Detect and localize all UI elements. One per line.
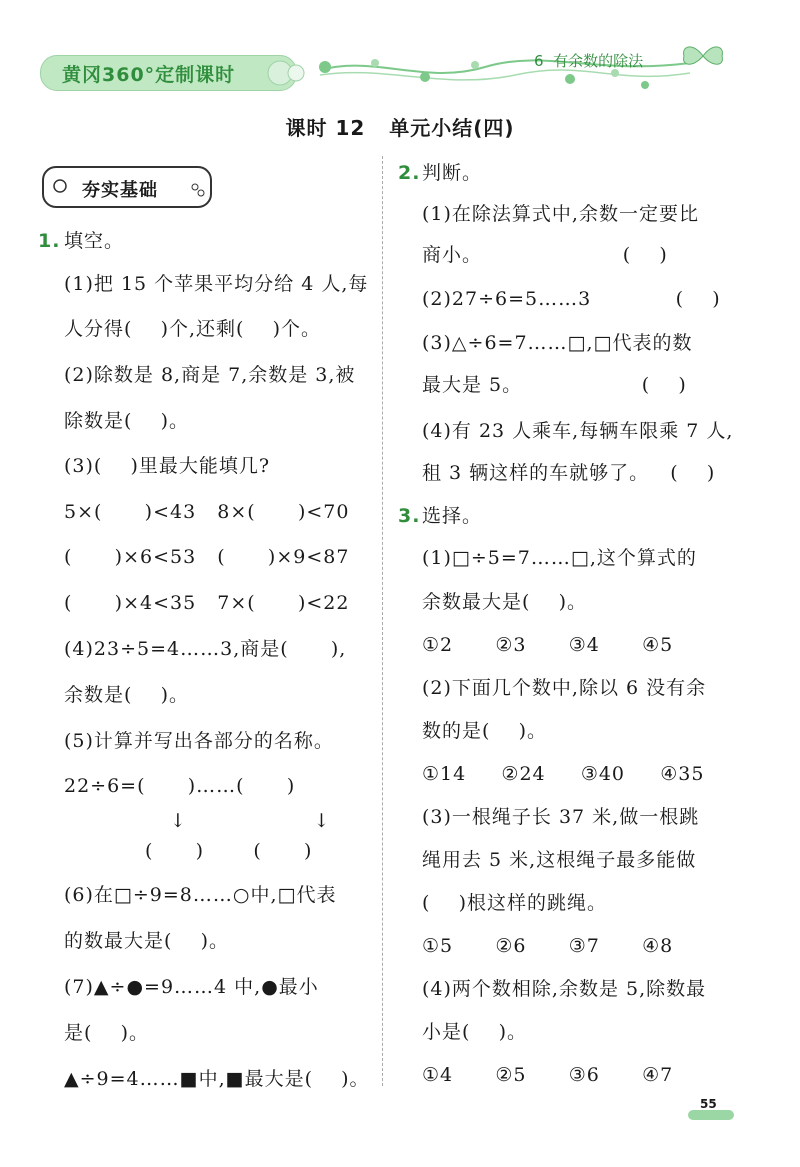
- question-number-2: 2.: [398, 162, 421, 184]
- left-line-4: 除数是( )。: [64, 410, 189, 432]
- left-line-5: (3)( )里最大能填几?: [64, 455, 271, 477]
- left-line-0: 填空。: [64, 230, 125, 252]
- left-line-6: 5×( )<43 8×( )<70: [64, 501, 350, 523]
- question-number-3: 3.: [398, 505, 421, 527]
- butterfly-icon: [678, 40, 728, 72]
- chapter-label: 6 有余数的除法: [534, 52, 644, 70]
- right-line-17: ( )根这样的跳绳。: [422, 892, 607, 914]
- right-line-2: 商小。 ( ): [422, 244, 668, 266]
- section-right-ornament-icon: [190, 182, 206, 198]
- right-line-10: 余数最大是( )。: [422, 591, 587, 613]
- right-line-14: ①14 ②24 ③40 ④35: [422, 763, 705, 785]
- right-line-0: 判断。: [422, 162, 483, 184]
- column-divider: [382, 156, 383, 1086]
- right-line-19: (4)两个数相除,余数是 5,除数最: [422, 978, 707, 1000]
- question-number-1: 1.: [38, 230, 61, 252]
- right-line-1: (1)在除法算式中,余数一定要比: [422, 203, 699, 225]
- right-line-6: (4)有 23 人乘车,每辆车限乘 7 人,: [422, 420, 734, 442]
- lesson-title: 课时 12 单元小结(四): [285, 116, 515, 140]
- section-title: 夯实基础: [82, 180, 158, 201]
- left-line-11: (5)计算并写出各部分的名称。: [64, 730, 334, 752]
- left-line-14: ( ) ( ): [145, 840, 313, 862]
- right-line-13: 数的是( )。: [422, 720, 547, 742]
- page-number: 55: [700, 1097, 717, 1111]
- left-line-19: ▲÷9=4……■中,■最大是( )。: [64, 1068, 370, 1090]
- right-line-5: 最大是 5。 ( ): [422, 374, 687, 396]
- left-line-12: 22÷6=( )……( ): [64, 775, 296, 797]
- right-line-20: 小是( )。: [422, 1021, 527, 1043]
- left-line-16: 的数最大是( )。: [64, 930, 229, 952]
- brand-title: 黄冈360°定制课时: [62, 64, 236, 86]
- left-line-1: (1)把 15 个苹果平均分给 4 人,每: [64, 273, 369, 295]
- left-line-17: (7)▲÷●=9……4 中,●最小: [64, 976, 319, 998]
- left-line-2: 人分得( )个,还剩( )个。: [64, 318, 322, 340]
- right-line-9: (1)□÷5=7……□,这个算式的: [422, 547, 697, 569]
- right-line-18: ①5 ②6 ③7 ④8: [422, 935, 674, 957]
- left-line-7: ( )×6<53 ( )×9<87: [64, 546, 350, 568]
- left-line-15: (6)在□÷9=8……○中,□代表: [64, 884, 337, 906]
- left-line-18: 是( )。: [64, 1022, 149, 1044]
- section-left-ornament-icon: [50, 178, 70, 194]
- banner-circles: [260, 58, 308, 88]
- right-line-3: (2)27÷6=5……3 ( ): [422, 288, 721, 310]
- page-number-badge: [688, 1110, 734, 1120]
- left-line-13: ↓ ↓: [170, 810, 331, 832]
- left-line-3: (2)除数是 8,商是 7,余数是 3,被: [64, 364, 356, 386]
- left-line-10: 余数是( )。: [64, 684, 189, 706]
- right-line-11: ①2 ②3 ③4 ④5: [422, 634, 674, 656]
- right-line-7: 租 3 辆这样的车就够了。 ( ): [422, 462, 716, 484]
- right-line-21: ①4 ②5 ③6 ④7: [422, 1064, 674, 1086]
- right-line-8: 选择。: [422, 505, 483, 527]
- right-line-15: (3)一根绳子长 37 米,做一根跳: [422, 806, 700, 828]
- left-line-8: ( )×4<35 7×( )<22: [64, 592, 350, 614]
- left-line-9: (4)23÷5=4……3,商是( ),: [64, 638, 347, 660]
- right-line-4: (3)△÷6=7……□,□代表的数: [422, 332, 693, 354]
- right-line-12: (2)下面几个数中,除以 6 没有余: [422, 677, 707, 699]
- right-line-16: 绳用去 5 米,这根绳子最多能做: [422, 849, 697, 871]
